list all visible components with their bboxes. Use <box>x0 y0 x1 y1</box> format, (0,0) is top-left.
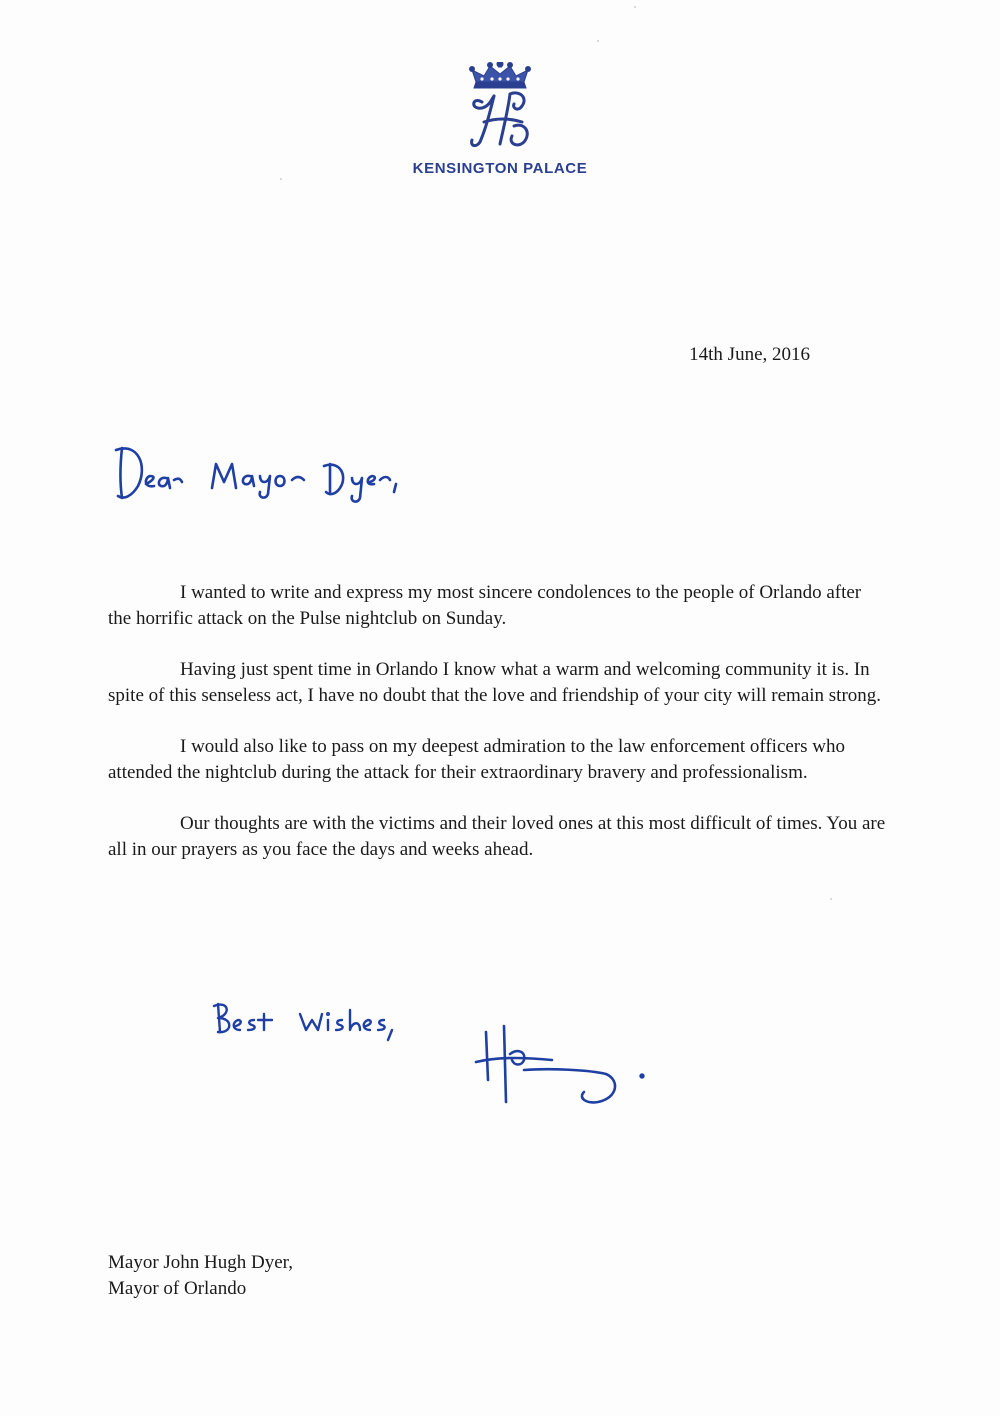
recipient-block <box>108 1250 508 1302</box>
scan-speck <box>634 6 636 8</box>
scan-speck <box>280 178 282 180</box>
body-paragraph: I would also like to pass on my deepest admiration to the law enforcement officers who attended the nightclub during the attack for their extraordinary bravery and professionalism. <box>108 736 845 783</box>
scan-speck <box>830 898 832 900</box>
recipient-name: Mayor John Hugh Dyer, <box>108 1252 293 1273</box>
handwritten-signature <box>470 1018 660 1118</box>
handwritten-salutation <box>108 436 408 526</box>
body-paragraph: Our thoughts are with the victims and their loved ones at this most difficult of times. You are all in our prayers as you face the days and weeks ahead. <box>108 813 886 860</box>
scan-speck <box>597 40 599 42</box>
letterhead-name: KENSINGTON PALACE <box>412 160 588 177</box>
recipient-title: Mayor of Orlando <box>108 1278 247 1299</box>
body-paragraph: I wanted to write and express my most sincere condolences to the people of Orlando after the horrific attack on the Pulse nightclub on Sunday. <box>108 582 862 629</box>
handwritten-closing <box>200 990 420 1050</box>
letter-body <box>108 580 888 888</box>
body-paragraph: Having just spent time in Orlando I know what a warm and welcoming community it is. In spite of this senseless act, I have no doubt that the love and friendship of your city will remain strong. <box>108 659 882 706</box>
crowned-h-cipher-icon <box>462 62 538 152</box>
letter-date: 14th June, 2016 <box>689 344 810 365</box>
